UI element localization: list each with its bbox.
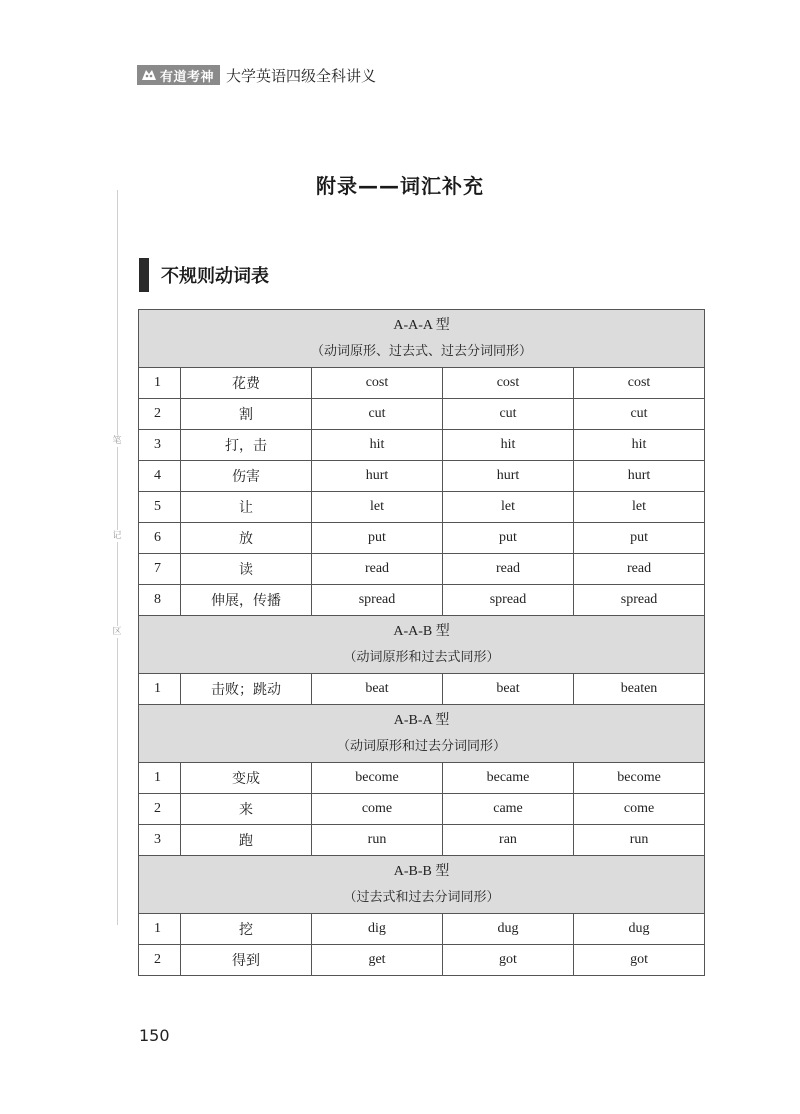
meaning-cell: 伤害 — [181, 461, 312, 492]
table-row — [139, 523, 705, 554]
row-number-cell: 7 — [139, 554, 181, 585]
past-tense-cell: cost — [443, 368, 574, 399]
past-tense-cell: cut — [443, 399, 574, 430]
past-participle-cell: become — [574, 763, 705, 794]
past-tense-cell: hurt — [443, 461, 574, 492]
page-number: 150 — [139, 1026, 170, 1045]
table-row — [139, 585, 705, 616]
page-title: 附录——词汇补充 — [316, 174, 484, 198]
row-number-cell: 1 — [139, 368, 181, 399]
meaning-cell: 放 — [181, 523, 312, 554]
group-header-cell — [139, 310, 705, 368]
meaning-cell: 让 — [181, 492, 312, 523]
row-number-cell: 4 — [139, 461, 181, 492]
section-marker — [139, 258, 149, 292]
row-number-cell: 1 — [139, 674, 181, 705]
meaning-cell: 割 — [181, 399, 312, 430]
past-participle-cell: hit — [574, 430, 705, 461]
group-header-row — [139, 310, 705, 368]
base-form-cell: put — [312, 523, 443, 554]
base-form-cell: hurt — [312, 461, 443, 492]
past-participle-cell: got — [574, 945, 705, 976]
margin-note-char: 区 — [112, 627, 122, 637]
meaning-cell: 跑 — [181, 825, 312, 856]
base-form-cell: dig — [312, 914, 443, 945]
owl-logo-icon — [141, 68, 157, 82]
margin-note-char: 记 — [112, 531, 122, 541]
table-row — [139, 794, 705, 825]
meaning-cell: 变成 — [181, 763, 312, 794]
past-tense-cell: beat — [443, 674, 574, 705]
meaning-cell: 来 — [181, 794, 312, 825]
group-header-cell — [139, 856, 705, 914]
group-description: （动词原形、过去式、过去分词同形） — [311, 343, 533, 359]
meaning-cell: 得到 — [181, 945, 312, 976]
row-number-cell: 3 — [139, 825, 181, 856]
past-tense-cell: let — [443, 492, 574, 523]
base-form-cell: beat — [312, 674, 443, 705]
meaning-cell: 击败；跳动 — [181, 674, 312, 705]
past-tense-cell: hit — [443, 430, 574, 461]
row-number-cell: 2 — [139, 945, 181, 976]
base-form-cell: become — [312, 763, 443, 794]
row-number-cell: 1 — [139, 914, 181, 945]
past-tense-cell: came — [443, 794, 574, 825]
meaning-cell: 读 — [181, 554, 312, 585]
base-form-cell: cut — [312, 399, 443, 430]
past-participle-cell: beaten — [574, 674, 705, 705]
base-form-cell: get — [312, 945, 443, 976]
row-number-cell: 1 — [139, 763, 181, 794]
table-row — [139, 399, 705, 430]
row-number-cell: 5 — [139, 492, 181, 523]
brand-name: 有道考神 — [160, 69, 215, 85]
group-header-row — [139, 616, 705, 674]
table-row — [139, 461, 705, 492]
table-row — [139, 763, 705, 794]
group-type: A-A-A 型 — [393, 317, 450, 333]
past-tense-cell: dug — [443, 914, 574, 945]
past-participle-cell: hurt — [574, 461, 705, 492]
group-header-row — [139, 856, 705, 914]
past-tense-cell: became — [443, 763, 574, 794]
brand-logo — [137, 65, 220, 85]
table-row — [139, 945, 705, 976]
base-form-cell: read — [312, 554, 443, 585]
past-participle-cell: cost — [574, 368, 705, 399]
group-type: A-B-A 型 — [393, 712, 450, 728]
table-row — [139, 430, 705, 461]
meaning-cell: 打，击 — [181, 430, 312, 461]
base-form-cell: hit — [312, 430, 443, 461]
page-header — [137, 64, 376, 86]
row-number-cell: 8 — [139, 585, 181, 616]
row-number-cell: 3 — [139, 430, 181, 461]
base-form-cell: let — [312, 492, 443, 523]
table-row — [139, 492, 705, 523]
base-form-cell: spread — [312, 585, 443, 616]
row-number-cell: 6 — [139, 523, 181, 554]
past-participle-cell: put — [574, 523, 705, 554]
table-row — [139, 674, 705, 705]
table-row — [139, 825, 705, 856]
group-description: （动词原形和过去式同形） — [343, 649, 500, 665]
base-form-cell: come — [312, 794, 443, 825]
past-participle-cell: dug — [574, 914, 705, 945]
meaning-cell: 花费 — [181, 368, 312, 399]
margin-note-char: 笔 — [112, 436, 122, 446]
group-description: （动词原形和过去分词同形） — [337, 738, 507, 754]
table-row — [139, 554, 705, 585]
group-type: A-B-B 型 — [393, 863, 450, 879]
table-row — [139, 914, 705, 945]
past-participle-cell: run — [574, 825, 705, 856]
past-participle-cell: spread — [574, 585, 705, 616]
base-form-cell: run — [312, 825, 443, 856]
book-title: 大学英语四级全科讲义 — [226, 66, 377, 85]
past-tense-cell: got — [443, 945, 574, 976]
meaning-cell: 伸展，传播 — [181, 585, 312, 616]
past-tense-cell: ran — [443, 825, 574, 856]
past-participle-cell: cut — [574, 399, 705, 430]
irregular-verbs-table — [138, 309, 705, 976]
past-tense-cell: put — [443, 523, 574, 554]
group-header-cell — [139, 616, 705, 674]
meaning-cell: 挖 — [181, 914, 312, 945]
past-participle-cell: read — [574, 554, 705, 585]
past-participle-cell: come — [574, 794, 705, 825]
group-description: （过去式和过去分词同形） — [343, 889, 500, 905]
past-tense-cell: spread — [443, 585, 574, 616]
group-header-cell — [139, 705, 705, 763]
section-heading — [139, 258, 269, 292]
row-number-cell: 2 — [139, 399, 181, 430]
section-title: 不规则动词表 — [161, 266, 269, 287]
group-header-row — [139, 705, 705, 763]
past-tense-cell: read — [443, 554, 574, 585]
group-type: A-A-B 型 — [393, 623, 450, 639]
table-row — [139, 368, 705, 399]
base-form-cell: cost — [312, 368, 443, 399]
row-number-cell: 2 — [139, 794, 181, 825]
notes-margin-line — [117, 190, 118, 925]
past-participle-cell: let — [574, 492, 705, 523]
